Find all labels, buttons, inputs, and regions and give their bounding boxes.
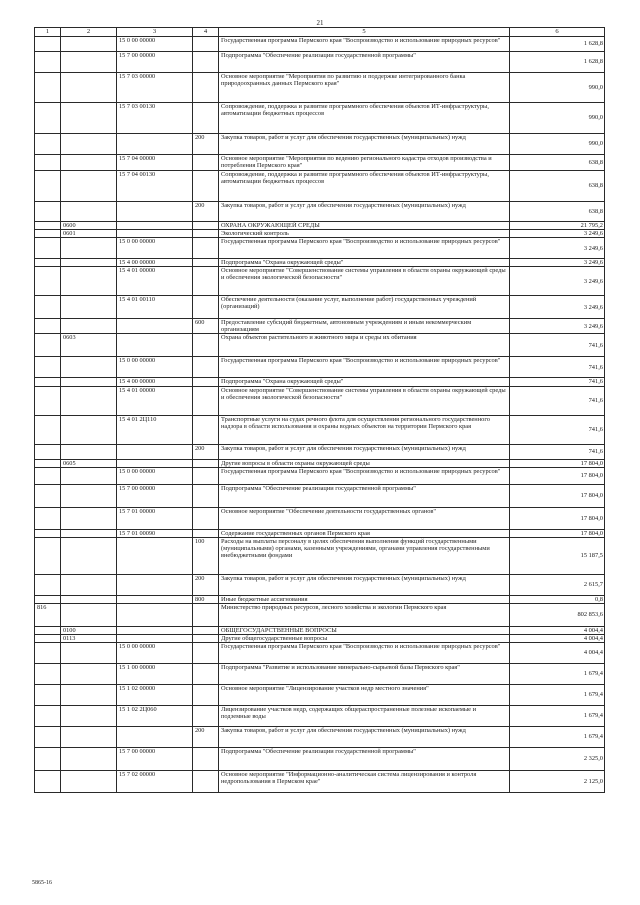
column-header: 3 <box>117 28 193 37</box>
expense-type-cell <box>193 664 219 685</box>
amount-cell: 1 679,4 <box>510 664 605 685</box>
admin-code-cell <box>35 459 61 467</box>
admin-code-cell <box>35 748 61 771</box>
expense-type-cell <box>193 259 219 267</box>
description-cell: ОХРАНА ОКРУЖАЮЩЕЙ СРЕДЫ <box>219 222 510 230</box>
table-row <box>35 706 605 727</box>
admin-code-cell <box>35 529 61 537</box>
expense-type-cell: 200 <box>193 202 219 222</box>
description-cell: Предоставление субсидий бюджетным, автономным учреждениям и иным некоммерческим организациям <box>219 319 510 334</box>
target-article-cell <box>117 634 193 642</box>
target-article-cell: 15 4 00 00000 <box>117 259 193 267</box>
admin-code-cell <box>35 37 61 52</box>
admin-code-cell <box>35 595 61 603</box>
section-code-cell <box>61 603 117 626</box>
target-article-cell: 15 0 00 00000 <box>117 357 193 378</box>
table-row <box>35 357 605 378</box>
amount-cell: 3 249,6 <box>510 230 605 238</box>
budget-table <box>34 27 605 793</box>
expense-type-cell: 200 <box>193 574 219 595</box>
table-row <box>35 467 605 484</box>
amount-cell: 2 325,0 <box>510 748 605 771</box>
amount-cell: 741,6 <box>510 386 605 415</box>
amount-cell: 4 004,4 <box>510 643 605 664</box>
admin-code-cell <box>35 706 61 727</box>
table-row <box>35 643 605 664</box>
table-row <box>35 484 605 507</box>
description-cell: ОБЩЕГОСУДАРСТВЕННЫЕ ВОПРОСЫ <box>219 626 510 634</box>
table-row <box>35 319 605 334</box>
expense-type-cell <box>193 529 219 537</box>
target-article-cell <box>117 603 193 626</box>
column-header: 5 <box>219 28 510 37</box>
expense-type-cell: 200 <box>193 134 219 155</box>
admin-code-cell <box>35 230 61 238</box>
amount-cell: 3 249,6 <box>510 259 605 267</box>
expense-type-cell <box>193 484 219 507</box>
table-row <box>35 415 605 444</box>
expense-type-cell <box>193 238 219 259</box>
target-article-cell <box>117 574 193 595</box>
amount-cell: 2 615,7 <box>510 574 605 595</box>
admin-code-cell <box>35 296 61 319</box>
description-cell: Экологический контроль <box>219 230 510 238</box>
section-code-cell: 0113 <box>61 634 117 642</box>
admin-code-cell <box>35 52 61 73</box>
amount-cell: 1 679,4 <box>510 706 605 727</box>
table-row <box>35 529 605 537</box>
amount-cell: 17 804,0 <box>510 459 605 467</box>
target-article-cell: 15 7 02 00000 <box>117 771 193 793</box>
description-cell: Обеспечение деятельности (оказание услуг, выполнение работ) государственных учреждений (организаций) <box>219 296 510 319</box>
column-header: 2 <box>61 28 117 37</box>
table-body <box>35 37 605 793</box>
target-article-cell: 15 0 00 00000 <box>117 238 193 259</box>
description-cell: Государственная программа Пермского края "Воспроизводство и использование природных ресурсов" <box>219 467 510 484</box>
table-row <box>35 634 605 642</box>
table-row <box>35 267 605 296</box>
section-code-cell <box>61 685 117 706</box>
section-code-cell <box>61 537 117 574</box>
admin-code-cell <box>35 664 61 685</box>
description-cell: Государственная программа Пермского края "Воспроизводство и использование природных ресурсов" <box>219 357 510 378</box>
description-cell: Министерство природных ресурсов, лесного хозяйства и экологии Пермского края <box>219 603 510 626</box>
expense-type-cell <box>193 378 219 386</box>
table-row <box>35 748 605 771</box>
expense-type-cell: 100 <box>193 537 219 574</box>
description-cell: Основное мероприятие "Совершенствование системы управления в области охраны окружающей среды и обеспечения экологической безопасности" <box>219 386 510 415</box>
amount-cell: 741,6 <box>510 378 605 386</box>
expense-type-cell <box>193 771 219 793</box>
amount-cell: 1 679,4 <box>510 727 605 748</box>
section-code-cell <box>61 52 117 73</box>
expense-type-cell <box>193 626 219 634</box>
expense-type-cell <box>193 222 219 230</box>
description-cell: Другие вопросы в области охраны окружающей среды <box>219 459 510 467</box>
target-article-cell <box>117 444 193 459</box>
target-article-cell <box>117 595 193 603</box>
expense-type-cell <box>193 296 219 319</box>
column-header: 4 <box>193 28 219 37</box>
table-row <box>35 238 605 259</box>
table-row <box>35 595 605 603</box>
expense-type-cell <box>193 73 219 103</box>
expense-type-cell <box>193 37 219 52</box>
section-code-cell <box>61 259 117 267</box>
target-article-cell: 15 7 01 00000 <box>117 507 193 529</box>
admin-code-cell <box>35 134 61 155</box>
target-article-cell <box>117 459 193 467</box>
description-cell: Закупка товаров, работ и услуг для обеспечения государственных (муниципальных) нужд <box>219 574 510 595</box>
table-row <box>35 296 605 319</box>
admin-code-cell <box>35 378 61 386</box>
description-cell: Основное мероприятие "Обеспечение деятельности государственных органов" <box>219 507 510 529</box>
target-article-cell: 15 7 03 00000 <box>117 73 193 103</box>
description-cell: Подпрограмма "Обеспечение реализации государственной программы" <box>219 484 510 507</box>
admin-code-cell <box>35 319 61 334</box>
footer-code: 5865-16 <box>32 880 52 886</box>
admin-code-cell <box>35 357 61 378</box>
admin-code-cell: 816 <box>35 603 61 626</box>
target-article-cell: 15 1 02 00000 <box>117 685 193 706</box>
expense-type-cell <box>193 52 219 73</box>
amount-cell: 638,8 <box>510 155 605 171</box>
section-code-cell <box>61 415 117 444</box>
admin-code-cell <box>35 771 61 793</box>
table-row <box>35 155 605 171</box>
target-article-cell <box>117 230 193 238</box>
table-row <box>35 134 605 155</box>
target-article-cell <box>117 727 193 748</box>
expense-type-cell <box>193 507 219 529</box>
admin-code-cell <box>35 634 61 642</box>
admin-code-cell <box>35 537 61 574</box>
description-cell: Охрана объектов растительного и животного мира и среды их обитания <box>219 334 510 357</box>
table-row <box>35 52 605 73</box>
amount-cell: 741,6 <box>510 444 605 459</box>
amount-cell: 990,0 <box>510 103 605 134</box>
expense-type-cell <box>193 634 219 642</box>
table-row <box>35 334 605 357</box>
admin-code-cell <box>35 574 61 595</box>
table-row <box>35 574 605 595</box>
admin-code-cell <box>35 467 61 484</box>
expense-type-cell <box>193 103 219 134</box>
target-article-cell: 15 7 04 00130 <box>117 171 193 202</box>
admin-code-cell <box>35 334 61 357</box>
section-code-cell <box>61 238 117 259</box>
amount-cell: 741,6 <box>510 334 605 357</box>
table-row <box>35 37 605 52</box>
table-row <box>35 459 605 467</box>
section-code-cell <box>61 467 117 484</box>
section-code-cell <box>61 664 117 685</box>
description-cell: Государственная программа Пермского края "Воспроизводство и использование природных ресурсов" <box>219 238 510 259</box>
target-article-cell: 15 0 00 00000 <box>117 37 193 52</box>
description-cell: Государственная программа Пермского края "Воспроизводство и использование природных ресурсов" <box>219 643 510 664</box>
expense-type-cell <box>193 230 219 238</box>
amount-cell: 802 853,6 <box>510 603 605 626</box>
table-row <box>35 626 605 634</box>
target-article-cell <box>117 626 193 634</box>
section-code-cell <box>61 507 117 529</box>
section-code-cell <box>61 706 117 727</box>
admin-code-cell <box>35 626 61 634</box>
table-row <box>35 685 605 706</box>
description-cell: Основное мероприятие "Лицензирование участков недр местного значения" <box>219 685 510 706</box>
table-row <box>35 222 605 230</box>
section-code-cell <box>61 171 117 202</box>
amount-cell: 21 795,2 <box>510 222 605 230</box>
section-code-cell <box>61 37 117 52</box>
amount-cell: 0,8 <box>510 595 605 603</box>
amount-cell: 4 004,4 <box>510 626 605 634</box>
expense-type-cell <box>193 334 219 357</box>
section-code-cell <box>61 378 117 386</box>
table-row <box>35 603 605 626</box>
section-code-cell <box>61 727 117 748</box>
expense-type-cell <box>193 643 219 664</box>
section-code-cell <box>61 357 117 378</box>
amount-cell: 2 125,0 <box>510 771 605 793</box>
expense-type-cell <box>193 171 219 202</box>
section-code-cell <box>61 296 117 319</box>
admin-code-cell <box>35 222 61 230</box>
expense-type-cell <box>193 748 219 771</box>
admin-code-cell <box>35 259 61 267</box>
amount-cell: 15 187,5 <box>510 537 605 574</box>
description-cell: Сопровождение, поддержка и развитие программного обеспечения объектов ИТ-инфраструктуры, автоматизации бюджетных процессов <box>219 171 510 202</box>
amount-cell: 638,8 <box>510 171 605 202</box>
table-row <box>35 103 605 134</box>
target-article-cell <box>117 334 193 357</box>
section-code-cell <box>61 103 117 134</box>
amount-cell: 17 804,0 <box>510 529 605 537</box>
section-code-cell <box>61 595 117 603</box>
section-code-cell: 0603 <box>61 334 117 357</box>
target-article-cell: 15 7 01 00090 <box>117 529 193 537</box>
section-code-cell <box>61 319 117 334</box>
target-article-cell: 15 7 00 00000 <box>117 484 193 507</box>
expense-type-cell <box>193 155 219 171</box>
expense-type-cell <box>193 267 219 296</box>
admin-code-cell <box>35 171 61 202</box>
amount-cell: 1 628,8 <box>510 52 605 73</box>
section-code-cell: 0600 <box>61 222 117 230</box>
description-cell: Основное мероприятие "Мероприятия по ведению регионального кадастра отходов производства и потребления Пермского края" <box>219 155 510 171</box>
expense-type-cell <box>193 386 219 415</box>
target-article-cell <box>117 222 193 230</box>
amount-cell: 741,6 <box>510 415 605 444</box>
admin-code-cell <box>35 238 61 259</box>
description-cell: Закупка товаров, работ и услуг для обеспечения государственных (муниципальных) нужд <box>219 444 510 459</box>
admin-code-cell <box>35 727 61 748</box>
expense-type-cell <box>193 706 219 727</box>
table-row <box>35 507 605 529</box>
section-code-cell <box>61 444 117 459</box>
table-row <box>35 664 605 685</box>
description-cell: Закупка товаров, работ и услуг для обеспечения государственных (муниципальных) нужд <box>219 202 510 222</box>
table-row <box>35 444 605 459</box>
amount-cell: 4 004,4 <box>510 634 605 642</box>
table-row <box>35 259 605 267</box>
description-cell: Подпрограмма "Охрана окружающей среды" <box>219 259 510 267</box>
amount-cell: 3 249,6 <box>510 238 605 259</box>
description-cell: Иные бюджетные ассигнования <box>219 595 510 603</box>
target-article-cell: 15 7 00 00000 <box>117 52 193 73</box>
admin-code-cell <box>35 73 61 103</box>
section-code-cell: 0601 <box>61 230 117 238</box>
target-article-cell: 15 4 01 00110 <box>117 296 193 319</box>
amount-cell: 990,0 <box>510 73 605 103</box>
expense-type-cell <box>193 415 219 444</box>
admin-code-cell <box>35 484 61 507</box>
description-cell: Основное мероприятие "Информационно-аналитическая система лицензирования и контроля недропользования в Пермском крае" <box>219 771 510 793</box>
amount-cell: 741,6 <box>510 357 605 378</box>
section-code-cell <box>61 484 117 507</box>
admin-code-cell <box>35 155 61 171</box>
description-cell: Государственная программа Пермского края "Воспроизводство и использование природных ресурсов" <box>219 37 510 52</box>
amount-cell: 17 804,0 <box>510 484 605 507</box>
amount-cell: 638,8 <box>510 202 605 222</box>
target-article-cell <box>117 134 193 155</box>
admin-code-cell <box>35 444 61 459</box>
description-cell: Закупка товаров, работ и услуг для обеспечения государственных (муниципальных) нужд <box>219 134 510 155</box>
description-cell: Подпрограмма "Развитие и использование минерально-сырьевой базы Пермского края" <box>219 664 510 685</box>
section-code-cell <box>61 267 117 296</box>
target-article-cell <box>117 319 193 334</box>
section-code-cell <box>61 155 117 171</box>
target-article-cell: 15 0 00 00000 <box>117 467 193 484</box>
amount-cell: 1 628,8 <box>510 37 605 52</box>
header-row <box>35 28 605 37</box>
section-code-cell <box>61 643 117 664</box>
target-article-cell: 15 7 00 00000 <box>117 748 193 771</box>
admin-code-cell <box>35 643 61 664</box>
admin-code-cell <box>35 103 61 134</box>
admin-code-cell <box>35 202 61 222</box>
description-cell: Содержание государственных органов Пермского края <box>219 529 510 537</box>
table-row <box>35 771 605 793</box>
expense-type-cell <box>193 685 219 706</box>
amount-cell: 17 804,0 <box>510 467 605 484</box>
expense-type-cell: 200 <box>193 444 219 459</box>
expense-type-cell: 800 <box>193 595 219 603</box>
page-number: 21 <box>316 19 324 27</box>
amount-cell: 1 679,4 <box>510 685 605 706</box>
section-code-cell <box>61 748 117 771</box>
target-article-cell: 15 0 00 00000 <box>117 643 193 664</box>
table-row <box>35 73 605 103</box>
description-cell: Основное мероприятие "Совершенствование системы управления в области охраны окружающей среды и обеспечения экологической безопасности" <box>219 267 510 296</box>
target-article-cell <box>117 537 193 574</box>
section-code-cell <box>61 529 117 537</box>
target-article-cell: 15 1 00 00000 <box>117 664 193 685</box>
description-cell: Подпрограмма "Обеспечение реализации государственной программы" <box>219 52 510 73</box>
expense-type-cell <box>193 603 219 626</box>
section-code-cell <box>61 386 117 415</box>
target-article-cell: 15 4 01 00000 <box>117 267 193 296</box>
expense-type-cell: 200 <box>193 727 219 748</box>
amount-cell: 17 804,0 <box>510 507 605 529</box>
description-cell: Расходы на выплаты персоналу в целях обеспечения выполнения функций государственными (муниципальными) органами, казенными учреждениями, органами управления государственными внебюджетными фондами <box>219 537 510 574</box>
section-code-cell <box>61 574 117 595</box>
description-cell: Подпрограмма "Обеспечение реализации государственной программы" <box>219 748 510 771</box>
expense-type-cell: 600 <box>193 319 219 334</box>
table-row <box>35 727 605 748</box>
table-row <box>35 537 605 574</box>
admin-code-cell <box>35 267 61 296</box>
target-article-cell: 15 4 00 00000 <box>117 378 193 386</box>
table-row <box>35 386 605 415</box>
amount-cell: 3 249,6 <box>510 319 605 334</box>
column-header: 6 <box>510 28 605 37</box>
column-header: 1 <box>35 28 61 37</box>
description-cell: Сопровождение, поддержка и развитие программного обеспечения объектов ИТ-инфраструктуры, автоматизации бюджетных процессов <box>219 103 510 134</box>
admin-code-cell <box>35 415 61 444</box>
admin-code-cell <box>35 685 61 706</box>
expense-type-cell <box>193 467 219 484</box>
amount-cell: 990,0 <box>510 134 605 155</box>
description-cell: Закупка товаров, работ и услуг для обеспечения государственных (муниципальных) нужд <box>219 727 510 748</box>
target-article-cell: 15 4 01 2Ц110 <box>117 415 193 444</box>
section-code-cell <box>61 202 117 222</box>
section-code-cell <box>61 73 117 103</box>
target-article-cell: 15 7 04 00000 <box>117 155 193 171</box>
table-row <box>35 202 605 222</box>
description-cell: Другие общегосударственные вопросы <box>219 634 510 642</box>
section-code-cell <box>61 771 117 793</box>
target-article-cell <box>117 202 193 222</box>
section-code-cell: 0605 <box>61 459 117 467</box>
description-cell: Основное мероприятие "Мероприятия по развитию и поддержке интегрированного банка природоохранных данных Пермского края" <box>219 73 510 103</box>
description-cell: Лицензирование участков недр, содержащих общераспространенные полезные ископаемые и подземные воды <box>219 706 510 727</box>
target-article-cell: 15 1 02 2Ц060 <box>117 706 193 727</box>
amount-cell: 3 249,6 <box>510 296 605 319</box>
table-row <box>35 171 605 202</box>
expense-type-cell <box>193 357 219 378</box>
target-article-cell: 15 4 01 00000 <box>117 386 193 415</box>
section-code-cell <box>61 134 117 155</box>
expense-type-cell <box>193 459 219 467</box>
admin-code-cell <box>35 507 61 529</box>
admin-code-cell <box>35 386 61 415</box>
description-cell: Подпрограмма "Охрана окружающей среды" <box>219 378 510 386</box>
table-row <box>35 378 605 386</box>
section-code-cell: 0100 <box>61 626 117 634</box>
description-cell: Транспортные услуги на судах речного флота для осуществления регионального государственного надзора в области использования и охраны водных объектов на территории Пермского края <box>219 415 510 444</box>
table-row <box>35 230 605 238</box>
amount-cell: 3 249,6 <box>510 267 605 296</box>
target-article-cell: 15 7 03 00130 <box>117 103 193 134</box>
